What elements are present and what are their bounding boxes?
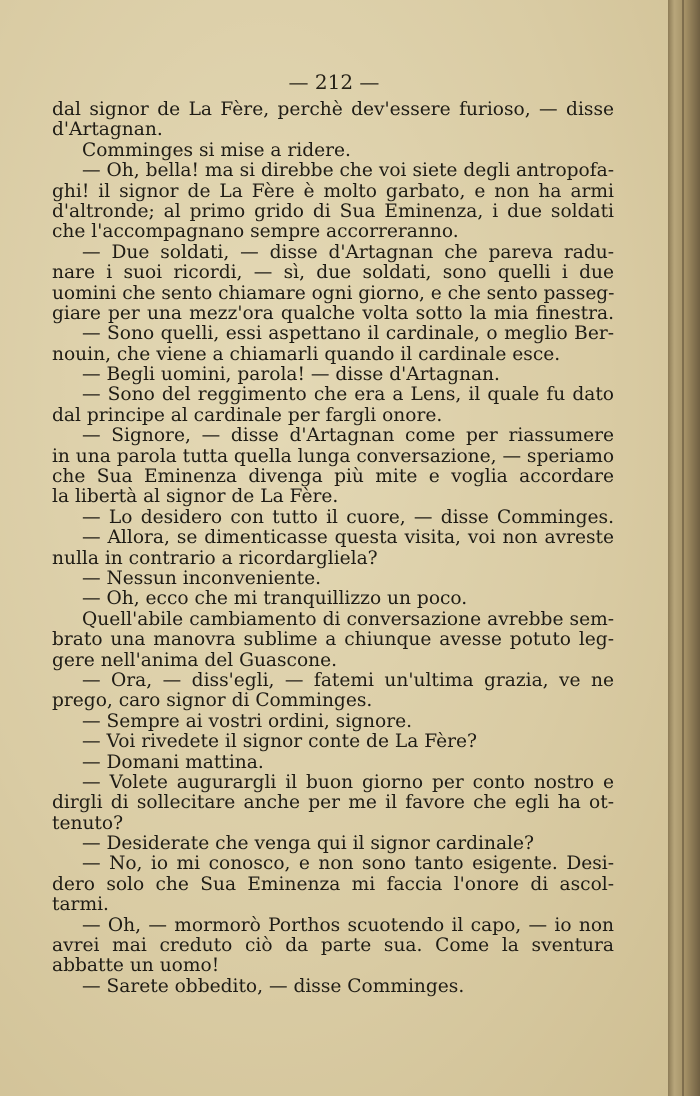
text-line: dal signor de La Fère, perchè dev'essere furioso, — disse [52, 99, 614, 120]
text-line: prego, caro signor di Comminges. [52, 690, 373, 712]
text-line: nouin, che viene a chiamarli quando il cardinale esce. [52, 343, 561, 365]
text-line: — Due soldati, — disse d'Artagnan che pareva radu- [82, 241, 614, 263]
text-line: uomini che sento chiamare ogni giorno, e che sento passeg- [52, 282, 615, 304]
text-line: — No, io mi conosco, e non sono tanto esigente. Desi- [82, 853, 614, 875]
text-line: — Ora, — diss'egli, — fatemi un'ultima grazia, ve ne [82, 669, 614, 691]
text-line: dal principe al cardinale per fargli onore. [52, 404, 443, 426]
text-line: gere nell'anima del Guascone. [52, 649, 338, 671]
text-line: nulla in contrario a ricordargliela? [52, 547, 378, 569]
text-line: brato una manovra sublime a chiunque avesse potuto leg- [52, 629, 614, 651]
text-line: — Oh, — mormorò Porthos scuotendo il capo, — io non [82, 914, 614, 936]
text-line: — Volete augurargli il buon giorno per conto nostro e [82, 771, 614, 793]
text-line: giare per una mezz'ora qualche volta sotto la mia finestra. [52, 302, 614, 324]
text-line: — Lo desidero con tutto il cuore, — disse Comminges. [82, 506, 614, 528]
text-line: — Signore, — disse d'Artagnan come per riassumere [82, 425, 614, 447]
text-line: — Oh, bella! ma si direbbe che voi siete degli antropofa- [82, 160, 614, 182]
text-line: — Allora, se dimenticasse questa visita, voi non avreste [82, 527, 614, 549]
text-line: tarmi. [52, 894, 109, 916]
text-line: — Sono del reggimento che era a Lens, il quale fu dato [82, 384, 614, 406]
text-line: dero solo che Sua Eminenza mi faccia l'onore di ascol- [52, 873, 614, 895]
text-line: la libertà al signor de La Fère. [52, 486, 339, 508]
text-line: — Begli uomini, parola! — disse d'Artagnan. [82, 364, 500, 386]
text-line: d'Artagnan. [52, 119, 163, 141]
text-line: — Sarete obbedito, — disse Comminges. [82, 975, 465, 997]
text-line: ghi! il signor de La Fère è molto garbato, e non ha armi [52, 180, 614, 202]
page-edge [668, 0, 700, 1096]
text-line: — Sono quelli, essi aspettano il cardinale, o meglio Ber- [82, 323, 614, 345]
text-line: che Sua Eminenza divenga più mite e voglia accordare [52, 466, 614, 488]
text-line: d'altronde; al primo grido di Sua Eminenza, i due soldati [52, 200, 614, 222]
text-line: — Voi rivedete il signor conte de La Fère? [82, 731, 477, 753]
page-text [52, 100, 614, 997]
text-line: Comminges si mise a ridere. [82, 139, 351, 161]
text-line: — Sempre ai vostri ordini, signore. [82, 710, 413, 732]
text-line: — Nessun inconveniente. [82, 567, 322, 589]
text-line: abbatte un uomo! [52, 955, 220, 977]
text-line: nare i suoi ricordi, — sì, due soldati, sono quelli i due [52, 262, 614, 284]
page-number: — 212 — [288, 70, 380, 94]
text-line: Quell'abile cambiamento di conversazione avrebbe sem- [82, 608, 614, 630]
text-line: avrei mai creduto ciò da parte sua. Come la sventura [52, 935, 614, 957]
text-line: dirgli di sollecitare anche per me il favore che egli ha ot- [52, 792, 614, 814]
text-line: tenuto? [52, 812, 124, 834]
text-line: in una parola tutta quella lunga conversazione, — speriamo [52, 445, 614, 467]
text-line: che l'accompagnano sempre accorreranno. [52, 221, 459, 243]
binding-line [682, 0, 684, 1096]
text-line: — Oh, ecco che mi tranquillizzo un poco. [82, 588, 468, 610]
text-line: — Desiderate che venga qui il signor cardinale? [82, 833, 534, 855]
text-line: — Domani mattina. [82, 751, 264, 773]
